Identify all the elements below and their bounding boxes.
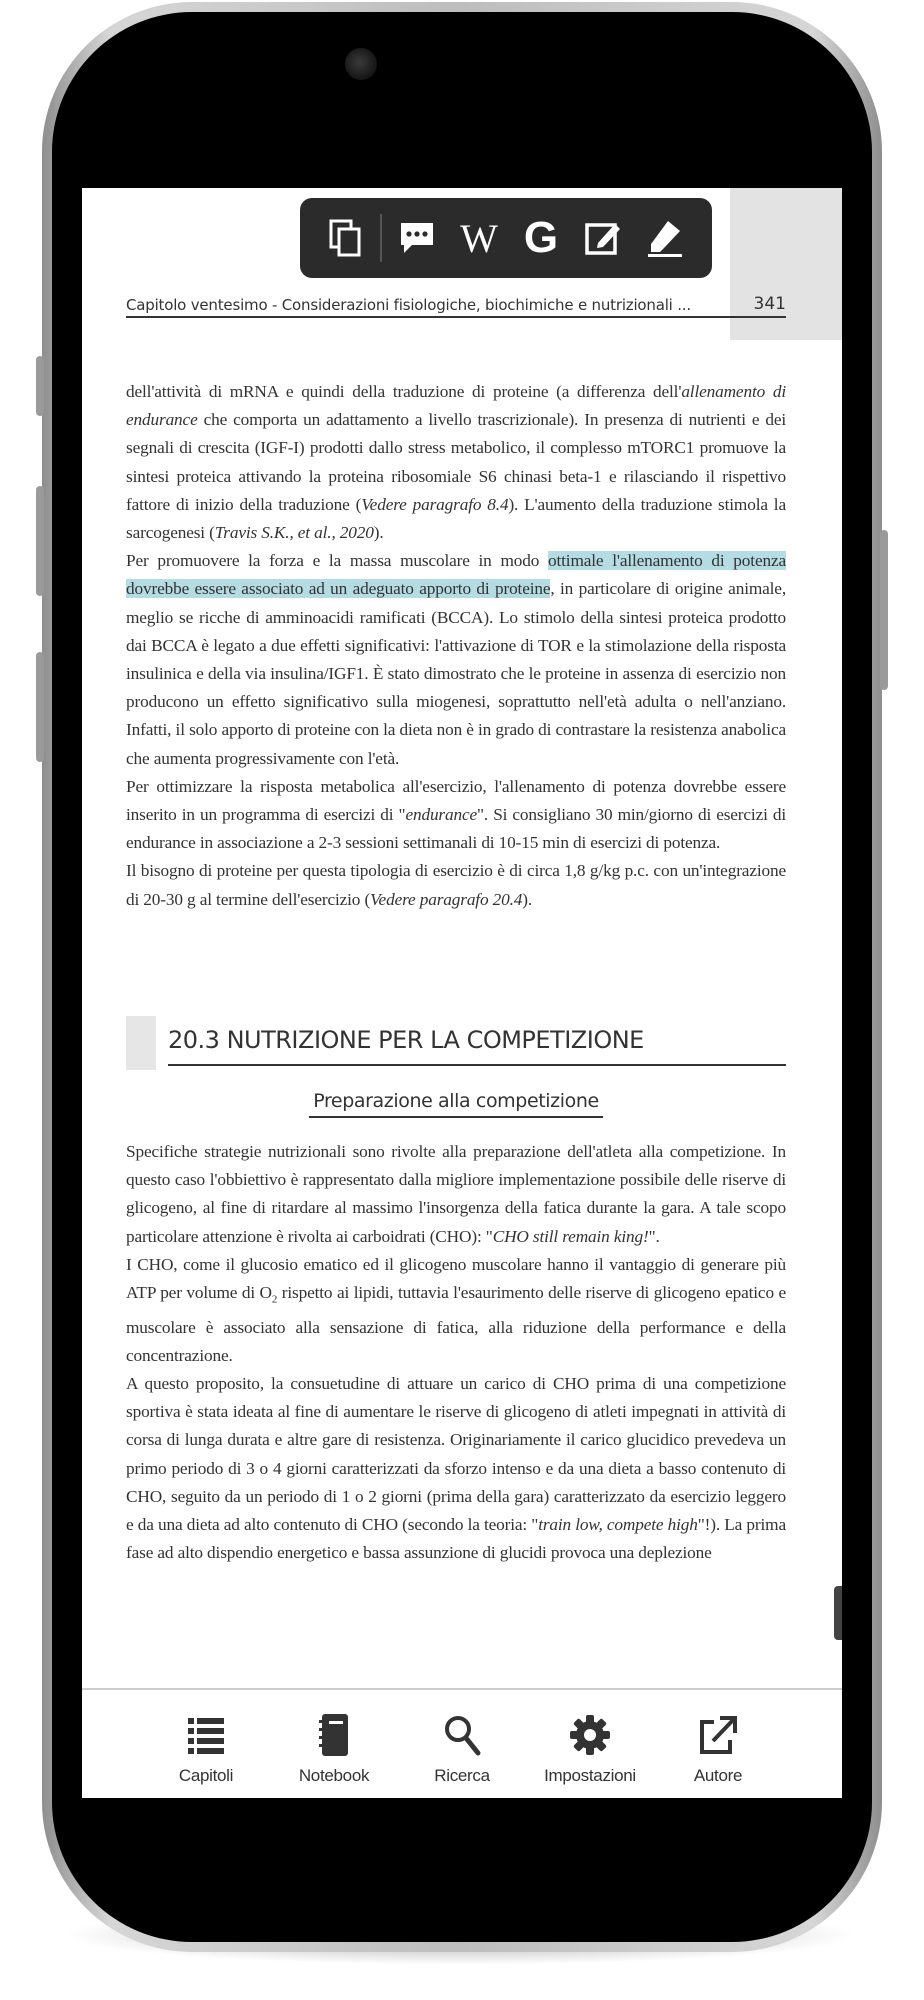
text-run: che comporta un adattamento a livello trascrizionale). In presenza di nutrienti e dei segnali di crescita (IGF-I) prodotti dallo stress metabolico, il complesso mTORC1 promuove la sintesi proteica attivando la proteina ribosomiale S6 chinasi beta-1 e rilasciando il rispettivo fattore di inizio della traduzione ( bbox=[126, 410, 786, 514]
quote: train low, compete high bbox=[538, 1515, 698, 1535]
page-number: 341 bbox=[753, 294, 786, 314]
subsection-title-text: Preparazione alla competizione bbox=[309, 1090, 603, 1118]
text-block-top bbox=[126, 378, 786, 914]
volume-up-button bbox=[36, 486, 44, 596]
text-run: "!). La prima fase ad alto dispendio energetico e bassa assunzione di glucidi provoca una deplezione bbox=[126, 1515, 786, 1563]
gear-icon bbox=[569, 1710, 611, 1760]
chapter-title: Capitolo ventesimo - Considerazioni fisiologiche, biochimiche e nutrizionali ... bbox=[126, 296, 691, 314]
wikipedia-icon: W bbox=[460, 215, 498, 261]
google-icon: G bbox=[523, 213, 559, 262]
text-run: ). L'aumento della traduzione stimola la sarcogenesi ( bbox=[126, 494, 786, 543]
text-run: Il bisogno di proteine per questa tipologia di esercizio è di circa 1,8 g/kg p.c. con un'integrazione di 20-30 g al termine dell'esercizio ( bbox=[126, 861, 786, 909]
reader-screen bbox=[82, 188, 842, 1798]
paragraph bbox=[126, 1370, 786, 1567]
paragraph bbox=[126, 378, 786, 547]
text-run: Per ottimizzare la risposta metabolica all'esercizio, l'allenamento di potenza dovrebbe essere inserito in un programma di esercizi di " bbox=[126, 776, 786, 825]
text-run: ). bbox=[522, 889, 533, 909]
mute-switch bbox=[36, 356, 44, 416]
power-button bbox=[880, 530, 888, 690]
subsection-title bbox=[82, 1090, 830, 1112]
note-edit-icon bbox=[584, 219, 622, 257]
bottom-nav bbox=[82, 1688, 842, 1798]
google-button[interactable] bbox=[510, 207, 572, 269]
nav-notebook[interactable] bbox=[274, 1690, 394, 1798]
notebook-icon bbox=[317, 1710, 351, 1760]
nav-search-label: Ricerca bbox=[434, 1766, 490, 1785]
text-run: Specifiche strategie nutrizionali sono rivolte alla preparazione dell'atleta alla competizione. In questo caso l'obbiettivo è rappresentato dalla migliore implementazione possibile delle riserve di glicogeno, al fine di ritardare al massimo l'insorgenza della fatica durante la gara. A tale scopo particolare attenzione è rivolta ai carboidrati (CHO): " bbox=[126, 1142, 786, 1246]
list-icon bbox=[186, 1710, 226, 1760]
text-run-italic: allenamento di endurance bbox=[126, 382, 787, 430]
nav-chapters-label: Capitoli bbox=[178, 1766, 234, 1785]
text-run: ). bbox=[373, 523, 384, 543]
front-camera bbox=[345, 48, 377, 80]
nav-author-label: Autore bbox=[693, 1766, 743, 1785]
section-marker bbox=[126, 1016, 156, 1070]
text-run: dell'attività di mRNA e quindi della traduzione di proteine (a differenza dell' bbox=[126, 382, 682, 401]
text-run: ". Si consigliano 30 min/giorno di esercizi di endurance in associazione a 2-3 sessioni settimanali di 10-15 min di esercizi di potenza. bbox=[126, 805, 786, 853]
text-run: Per promuovere la forza e la massa muscolare in modo bbox=[126, 551, 548, 571]
text-run: rispetto ai lipidi, tuttavia l'esaurimento delle riserve di glicogeno epatico e muscolare è associato alla sensazione di fatica, alla riduzione della performance e della concentrazione. bbox=[126, 1283, 787, 1365]
selection-toolbar bbox=[300, 198, 712, 278]
text-run: ". bbox=[648, 1226, 660, 1246]
highlighter-icon bbox=[646, 218, 684, 258]
paragraph bbox=[126, 1251, 786, 1370]
nav-settings-label: Impostazioni bbox=[544, 1766, 636, 1785]
highlighted-selection[interactable]: ottimale l'allenamento di potenza dovrebbe essere associato ad un adeguato apporto di proteine bbox=[126, 551, 786, 599]
highlight-button[interactable] bbox=[634, 207, 696, 269]
nav-settings[interactable] bbox=[530, 1690, 650, 1798]
nav-author[interactable] bbox=[658, 1690, 778, 1798]
paragraph bbox=[126, 1138, 786, 1251]
cross-reference: Vedere paragrafo 20.4 bbox=[370, 889, 523, 909]
copy-button[interactable] bbox=[314, 207, 376, 269]
quote: CHO still remain king! bbox=[492, 1226, 649, 1246]
running-header bbox=[126, 288, 786, 318]
subscript: 2 bbox=[271, 1293, 278, 1306]
paragraph bbox=[126, 547, 786, 773]
text-run-italic: endurance bbox=[405, 805, 478, 825]
scroll-handle[interactable] bbox=[834, 1586, 842, 1640]
nav-chapters[interactable] bbox=[146, 1690, 266, 1798]
section-title: 20.3 NUTRIZIONE PER LA COMPETIZIONE bbox=[168, 1020, 786, 1066]
toolbar-divider bbox=[380, 214, 382, 262]
comment-icon bbox=[398, 220, 436, 256]
external-link-icon bbox=[698, 1710, 738, 1760]
nav-search[interactable] bbox=[402, 1690, 522, 1798]
cross-reference: Vedere paragrafo 8.4 bbox=[361, 494, 509, 514]
text-run: , in particolare di origine animale, meglio se ricche di amminoacidi ramificati (BCCA). Lo stimolo della sintesi proteica prodotto dai BCCA è legato a due effetti significativi: l'attivazione di TOR e la stimolazione della risposta insulinica e della via insulina/IGF1. È stato dimostrato che le proteine in assenza di esercizio non producono un effetto significativo sulla miogenesi, soprattutto nell'età adulta o nell'anziano. Infatti, il solo apporto di proteine con la dieta non è in grado di contrastare la resistenza anabolica che aumenta progressivamente con l'età. bbox=[126, 579, 786, 768]
citation: Travis S.K., et al., 2020 bbox=[214, 523, 374, 543]
comment-button[interactable] bbox=[386, 207, 448, 269]
paragraph bbox=[126, 857, 786, 913]
volume-down-button bbox=[36, 652, 44, 762]
search-icon bbox=[442, 1710, 482, 1760]
text-run: I CHO, come il glucosio ematico ed il glicogeno muscolare hanno il vantaggio di generare più ATP per volume di O bbox=[126, 1254, 786, 1303]
text-run: A questo proposito, la consuetudine di attuare un carico di CHO prima di una competizione sportiva è stata ideata al fine di aumentare le riserve di glicogeno di atleti impegnati in attività di corsa di lunga durata e altre gare di resistenza. Originariamente il carico glucidico prevedeva un primo periodo di 3 o 4 giorni caratterizzati da sforzo intenso e da una dieta a basso contenuto di CHO, seguito da un periodo di 1 o 2 giorni (prima della gara) caratterizzato da esercizio leggero e da una dieta ad alto contenuto di CHO (secondo la teoria: " bbox=[126, 1374, 786, 1535]
nav-notebook-label: Notebook bbox=[298, 1766, 370, 1785]
note-button[interactable] bbox=[572, 207, 634, 269]
wikipedia-button[interactable] bbox=[448, 207, 510, 269]
copy-icon bbox=[328, 218, 362, 258]
text-block-bottom bbox=[126, 1138, 786, 1568]
paragraph bbox=[126, 773, 786, 858]
